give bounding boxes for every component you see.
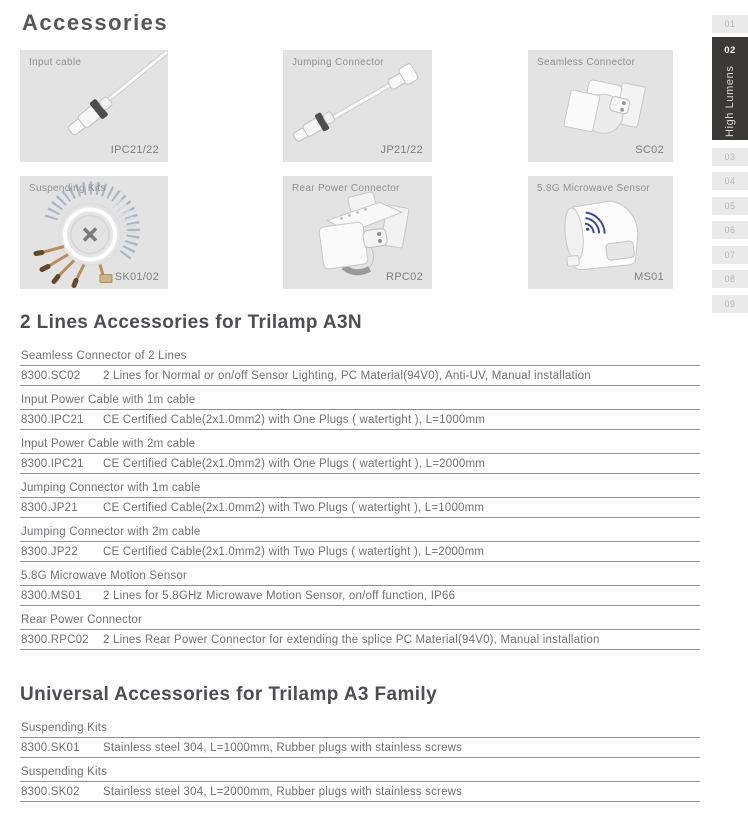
product-name: Input cable [29, 57, 82, 68]
accessory-row [20, 765, 700, 802]
product-card-suspending-kits [20, 176, 168, 289]
side-tab-08[interactable]: 08 [712, 270, 748, 288]
product-code: MS01 [634, 271, 664, 283]
product-card-seamless-connector [528, 50, 673, 162]
section-title: 2 Lines Accessories for Trilamp A3N [20, 312, 363, 333]
side-tab-03[interactable]: 03 [712, 148, 748, 166]
product-card-input-cable [20, 50, 168, 162]
accessory-code: 8300.IPC21 [21, 414, 84, 426]
accessory-row [20, 349, 700, 386]
accessory-type: Seamless Connector of 2 Lines [20, 349, 700, 366]
accessory-row [20, 525, 700, 562]
section-trilamp-a3-family [20, 684, 700, 809]
product-name: Rear Power Connector [292, 183, 400, 194]
accessory-code: 8300.SK02 [21, 786, 80, 798]
product-code: JP21/22 [380, 144, 423, 156]
accessory-code: 8300.IPC21 [21, 458, 84, 470]
product-name: 5.8G Microwave Sensor [537, 183, 651, 194]
accessory-row [20, 393, 700, 430]
accessory-type: Jumping Connector with 1m cable [20, 481, 700, 498]
product-code: IPC21/22 [110, 144, 159, 156]
accessory-row [20, 613, 700, 650]
side-tab-05[interactable]: 05 [712, 197, 748, 215]
side-tab-01[interactable]: 01 [712, 15, 748, 33]
active-tab-label: High Lumens [724, 65, 736, 137]
side-tab-02-active[interactable] [712, 37, 748, 140]
accessory-type: Input Power Cable with 1m cable [20, 393, 700, 410]
accessory-description: CE Certified Cable(2x1.0mm2) with One Plugs ( watertight ), L=2000mm [103, 458, 486, 470]
accessory-type: Rear Power Connector [20, 613, 700, 630]
page-title: Accessories [22, 10, 169, 35]
accessory-description: CE Certified Cable(2x1.0mm2) with Two Plugs ( watertight ), L=2000mm [103, 546, 485, 558]
side-tab-06[interactable]: 06 [712, 221, 748, 239]
side-tab-07[interactable]: 07 [712, 246, 748, 264]
product-card-rear-power-connector [283, 176, 432, 289]
accessory-description: 2 Lines for 5.8GHz Microwave Motion Sensor, on/off function, IP66 [103, 590, 456, 602]
product-code: SC02 [635, 144, 664, 156]
accessory-type: Suspending Kits [20, 765, 700, 782]
accessory-row [20, 569, 700, 606]
accessory-type: Jumping Connector with 2m cable [20, 525, 700, 542]
accessory-code: 8300.MS01 [21, 590, 82, 602]
accessory-row [20, 721, 700, 758]
product-name: Seamless Connector [537, 57, 636, 68]
section-title: Universal Accessories for Trilamp A3 Family [20, 684, 438, 705]
accessory-code: 8300.SK01 [21, 742, 80, 754]
accessory-type: Suspending Kits [20, 721, 700, 738]
accessory-row [20, 481, 700, 518]
side-tab-04[interactable]: 04 [712, 172, 748, 190]
accessory-description: 2 Lines Rear Power Connector for extending the splice PC Material(94V0), Manual installation [103, 634, 600, 646]
accessory-code: 8300.JP21 [21, 502, 78, 514]
accessory-description: Stainless steel 304, L=2000mm, Rubber plugs with stainless screws [103, 786, 463, 798]
product-code: RPC02 [386, 271, 423, 283]
accessory-type: Input Power Cable with 2m cable [20, 437, 700, 454]
side-tab-09[interactable]: 09 [712, 295, 748, 313]
accessory-description: CE Certified Cable(2x1.0mm2) with One Plugs ( watertight ), L=1000mm [103, 414, 486, 426]
accessory-code: 8300.JP22 [21, 546, 78, 558]
product-code: SK01/02 [114, 271, 159, 283]
accessory-description: Stainless steel 304, L=1000mm, Rubber plugs with stainless screws [103, 742, 463, 754]
product-card-microwave-sensor [528, 176, 673, 289]
accessory-code: 8300.SC02 [21, 370, 81, 382]
accessory-description: CE Certified Cable(2x1.0mm2) with Two Plugs ( watertight ), L=1000mm [103, 502, 485, 514]
active-tab-number: 02 [724, 45, 736, 56]
product-name: Suspending Kits [29, 183, 106, 194]
accessory-type: 5.8G Microwave Motion Sensor [20, 569, 700, 586]
section-trilamp-a3n [20, 312, 700, 657]
accessory-description: 2 Lines for Normal or on/off Sensor Lighting, PC Material(94V0), Anti-UV, Manual installation [103, 370, 591, 382]
accessory-code: 8300.RPC02 [21, 634, 89, 646]
accessory-row [20, 437, 700, 474]
product-name: Jumping Connector [292, 57, 384, 68]
product-card-jumping-connector [283, 50, 432, 162]
